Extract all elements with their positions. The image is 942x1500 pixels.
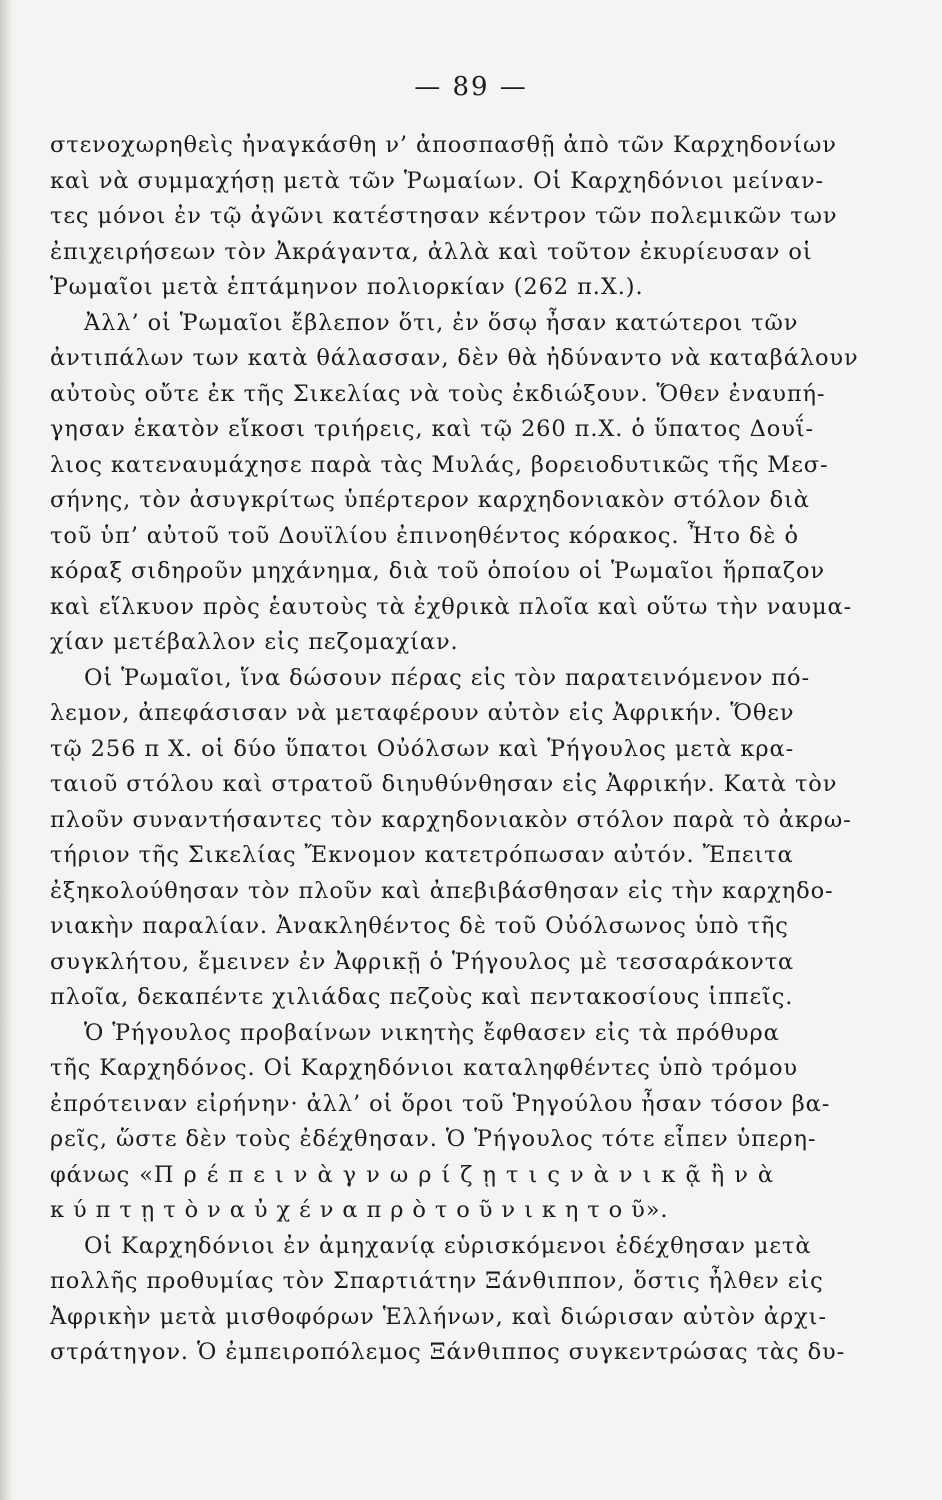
text-line: ἐπιχειρήσεων τὸν Ἀκράγαντα, ἀλλὰ καὶ τοῦτον ἐκυρίευσαν οἱ bbox=[50, 238, 813, 265]
text-line: τήριον τῆς Σικελίας Ἔκνομον κατετρόπωσαν αὐτόν. Ἔπειτα bbox=[50, 842, 794, 868]
text-line: στενοχωρηθεὶς ἠναγκάσθη ν’ ἀποσπασθῇ ἀπὸ τῶν Καρχηδονίων bbox=[50, 132, 837, 158]
text-line: καὶ εἵλκυον πρὸς ἑαυτοὺς τὰ ἐχθρικὰ πλοῖα καὶ οὕτω τὴν ναυμα- bbox=[50, 593, 853, 620]
text-line: ἐπρότειναν εἰρήνην· ἀλλ’ οἱ ὅροι τοῦ Ῥηγούλου ἦσαν τόσον βα- bbox=[50, 1090, 831, 1117]
text-line: Ἀλλ’ οἱ Ῥωμαῖοι ἔβλεπον ὅτι, ἐν ὅσῳ ἦσαν κατώτεροι τῶν bbox=[84, 309, 799, 336]
text-line: ἐξηκολούθησαν τὸν πλοῦν καὶ ἀπεβιβάσθησαν εἰς τὴν καρχηδο- bbox=[50, 877, 834, 904]
page-number: — 89 — bbox=[414, 72, 528, 102]
text-line: καὶ νὰ συμμαχήσῃ μετὰ τῶν Ῥωμαίων. Οἱ Καρχηδόνιοι μείναν- bbox=[50, 167, 825, 194]
text-line: φάνως «Π ρ έ π ε ι ν ὰ γ ν ω ρ ί ζ ῃ τ ι ς ν ὰ ν ι κ ᾷ ἢ ν ὰ bbox=[50, 1161, 774, 1188]
text-line: ρεῖς, ὥστε δὲν τοὺς ἐδέχθησαν. Ὁ Ῥήγουλος τότε εἶπεν ὑπερη- bbox=[50, 1126, 817, 1152]
text-line: κόραξ σιδηροῦν μηχάνημα, διὰ τοῦ ὁποίου οἱ Ῥωμαῖοι ἥρπαζον bbox=[50, 558, 826, 584]
text-line: Ὁ Ῥήγουλος προβαίνων νικητὴς ἔφθασεν εἰς τὰ πρόθυρα bbox=[84, 1019, 780, 1046]
text-line: πλοῦν συναντήσαντες τὸν καρχηδονιακὸν στόλον παρὰ τὸ ἀκρω- bbox=[50, 806, 852, 833]
body-text bbox=[50, 128, 859, 1371]
text-line: λιος κατεναυμάχησε παρὰ τὰς Μυλάς, βορειοδυτικῶς τῆς Μεσ- bbox=[50, 451, 829, 478]
text-line: πλοῖα, δεκαπέντε χιλιάδας πεζοὺς καὶ πεντακοσίους ἱππεῖς. bbox=[50, 984, 794, 1010]
text-line: τῷ 256 π Χ. οἱ δύο ὕπατοι Οὐόλσων καὶ Ῥήγουλος μετὰ κρα- bbox=[50, 735, 795, 762]
text-line: Οἱ Ῥωμαῖοι, ἵνα δώσουν πέρας εἰς τὸν παρατεινόμενον πό- bbox=[84, 664, 811, 691]
text-line: Ἀφρικὴν μετὰ μισθοφόρων Ἑλλήνων, καὶ διώρισαν αὐτὸν ἀρχι- bbox=[50, 1303, 827, 1330]
text-line: πολλῆς προθυμίας τὸν Σπαρτιάτην Ξάνθιππον, ὅστις ἦλθεν εἰς bbox=[50, 1268, 824, 1294]
text-line: λεμον, ἀπεφάσισαν νὰ μεταφέρουν αὐτὸν εἰς Ἀφρικήν. Ὅθεν bbox=[50, 700, 795, 726]
text-line: χίαν μετέβαλλον εἰς πεζομαχίαν. bbox=[50, 629, 459, 655]
text-line: Ῥωμαῖοι μετὰ ἑπτάμηνον πολιορκίαν (262 π.Χ.). bbox=[50, 274, 644, 300]
text-line: τοῦ ὑπ’ αὐτοῦ τοῦ Δουϊλίου ἐπινοηθέντος κόρακος. Ἦτο δὲ ὁ bbox=[50, 522, 799, 549]
text-line: νιακὴν παραλίαν. Ἀνακληθέντος δὲ τοῦ Οὐόλσωνος ὑπὸ τῆς bbox=[50, 913, 789, 939]
text-line: γησαν ἑκατὸν εἴκοσι τριήρεις, καὶ τῷ 260 π.Χ. ὁ ὕπατος Δουΐ- bbox=[50, 416, 815, 442]
text-line: σήνης, τὸν ἀσυγκρίτως ὑπέρτερον καρχηδονιακὸν στόλον διὰ bbox=[50, 487, 810, 513]
text-line: ἀντιπάλων των κατὰ θάλασσαν, δὲν θὰ ἠδύναντο νὰ καταβάλουν bbox=[50, 345, 859, 371]
text-line: αὐτοὺς οὔτε ἐκ τῆς Σικελίας νὰ τοὺς ἐκδιώξουν. Ὅθεν ἐναυπή- bbox=[50, 380, 826, 407]
text-line: κ ύ π τ ῃ τ ὸ ν α ὐ χ έ ν α π ρ ὸ τ ο ῦ ν ι κ η τ ο ῦ». bbox=[50, 1197, 669, 1223]
page-binding-shadow bbox=[0, 0, 14, 1500]
text-line: στράτηγον. Ὁ ἐμπειροπόλεμος Ξάνθιππος συγκεντρώσας τὰς δυ- bbox=[50, 1339, 846, 1365]
text-line: συγκλήτου, ἔμεινεν ἐν Ἀφρικῇ ὁ Ῥήγουλος μὲ τεσσαράκοντα bbox=[50, 948, 795, 975]
text-line: ταιοῦ στόλου καὶ στρατοῦ διηυθύνθησαν εἰς Ἀφρικήν. Κατὰ τὸν bbox=[50, 771, 838, 797]
text-line: τες μόνοι ἐν τῷ ἀγῶνι κατέστησαν κέντρον τῶν πολεμικῶν των bbox=[50, 203, 838, 229]
text-line: τῆς Καρχηδόνος. Οἱ Καρχηδόνιοι καταληφθέντες ὑπὸ τρόμου bbox=[50, 1055, 798, 1081]
text-line: Οἱ Καρχηδόνιοι ἐν ἀμηχανίᾳ εὑρισκόμενοι ἐδέχθησαν μετὰ bbox=[84, 1232, 812, 1259]
